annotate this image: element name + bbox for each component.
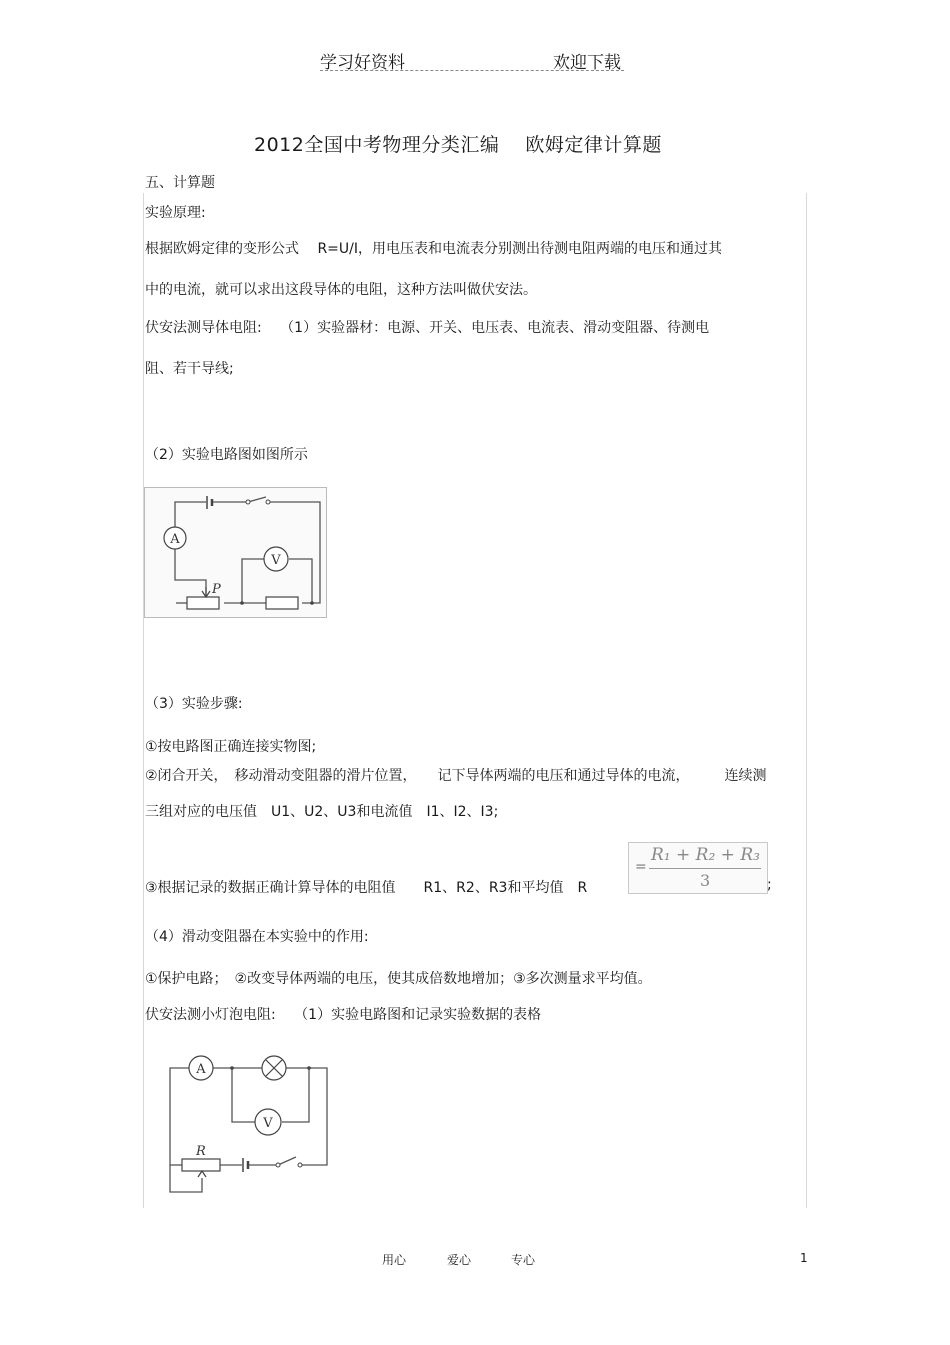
header-right-text: 欢迎下载 (553, 53, 621, 73)
circuit-diagram-2 (160, 1045, 335, 1200)
rheostat-symbol (187, 597, 219, 609)
formula-denominator: 3 (700, 871, 711, 890)
text-line: 实验原理: (145, 205, 206, 221)
header-divider (320, 70, 624, 71)
average-formula (628, 842, 768, 894)
text-line-end: ; (767, 877, 772, 893)
switch-contact (276, 1163, 280, 1167)
footer-text: 爱心 (447, 1253, 472, 1267)
fraction-bar (649, 868, 761, 869)
text-line: 中的电流，就可以求出这段导体的电阻，这种方法叫做伏安法。 (145, 282, 537, 298)
text-line: ②闭合开关， 移动滑动变阻器的滑片位置， 记下导体两端的电压和通过导体的电流， 连续测 (145, 768, 767, 784)
formula-equals: = (635, 859, 647, 875)
text-line: ①保护电路； ②改变导体两端的电压，使其成倍数地增加；③多次测量求平均值。 (145, 971, 652, 987)
text-line: ①按电路图正确连接实物图; (145, 739, 317, 755)
text-line: ③根据记录的数据正确计算导体的电阻值 R1、R2、R3和平均值 R (145, 880, 588, 896)
junction-dot (310, 601, 314, 605)
ammeter-label: A (196, 1062, 206, 1077)
text-line: 伏安法测小灯泡电阻: （1）实验电路图和记录实验数据的表格 (145, 1007, 542, 1023)
page-number: 1 (800, 1251, 808, 1265)
text-line: 三组对应的电压值 U1、U2、U3和电流值 I1、I2、I3; (145, 804, 499, 820)
footer-text: 专心 (511, 1253, 536, 1267)
text-line: （4）滑动变阻器在本实验中的作用: (145, 929, 369, 945)
text-line: （3）实验步骤: (145, 696, 243, 712)
text-line: （2）实验电路图如图所示 (145, 447, 308, 463)
junction-dot (230, 1066, 234, 1070)
ammeter-label: A (170, 532, 180, 547)
section-heading: 五、计算题 (145, 175, 215, 191)
slider-arrowhead (198, 1171, 206, 1177)
switch-contact (298, 1163, 302, 1167)
footer-text: 用心 (382, 1253, 407, 1267)
switch-contact (246, 500, 250, 504)
junction-dot (240, 601, 244, 605)
page-title: 2012全国中考物理分类汇编 欧姆定律计算题 (254, 134, 662, 156)
rheostat-symbol (182, 1159, 220, 1171)
header-left-text: 学习好资料 (320, 53, 405, 73)
text-line: 伏安法测导体电阻: （1）实验器材：电源、开关、电压表、电流表、滑动变阻器、待测电 (145, 320, 710, 336)
junction-dot (307, 1066, 311, 1070)
circuit-diagram-1 (144, 487, 328, 619)
frame-right-border (806, 193, 807, 1208)
frame-left-border (143, 193, 144, 1208)
voltmeter-label: V (263, 1116, 273, 1131)
resistor-symbol (266, 597, 298, 609)
text-line: 根据欧姆定律的变形公式 R=U/I，用电压表和电流表分别测出待测电阻两端的电压和通过其 (145, 241, 722, 257)
formula-numerator: R₁ + R₂ + R₃ (651, 845, 760, 865)
voltmeter-label: V (271, 553, 281, 568)
switch-contact (266, 500, 270, 504)
slider-label: P (212, 582, 221, 597)
rheostat-label: R (196, 1144, 206, 1159)
text-line: 阻、若干导线; (145, 361, 234, 377)
